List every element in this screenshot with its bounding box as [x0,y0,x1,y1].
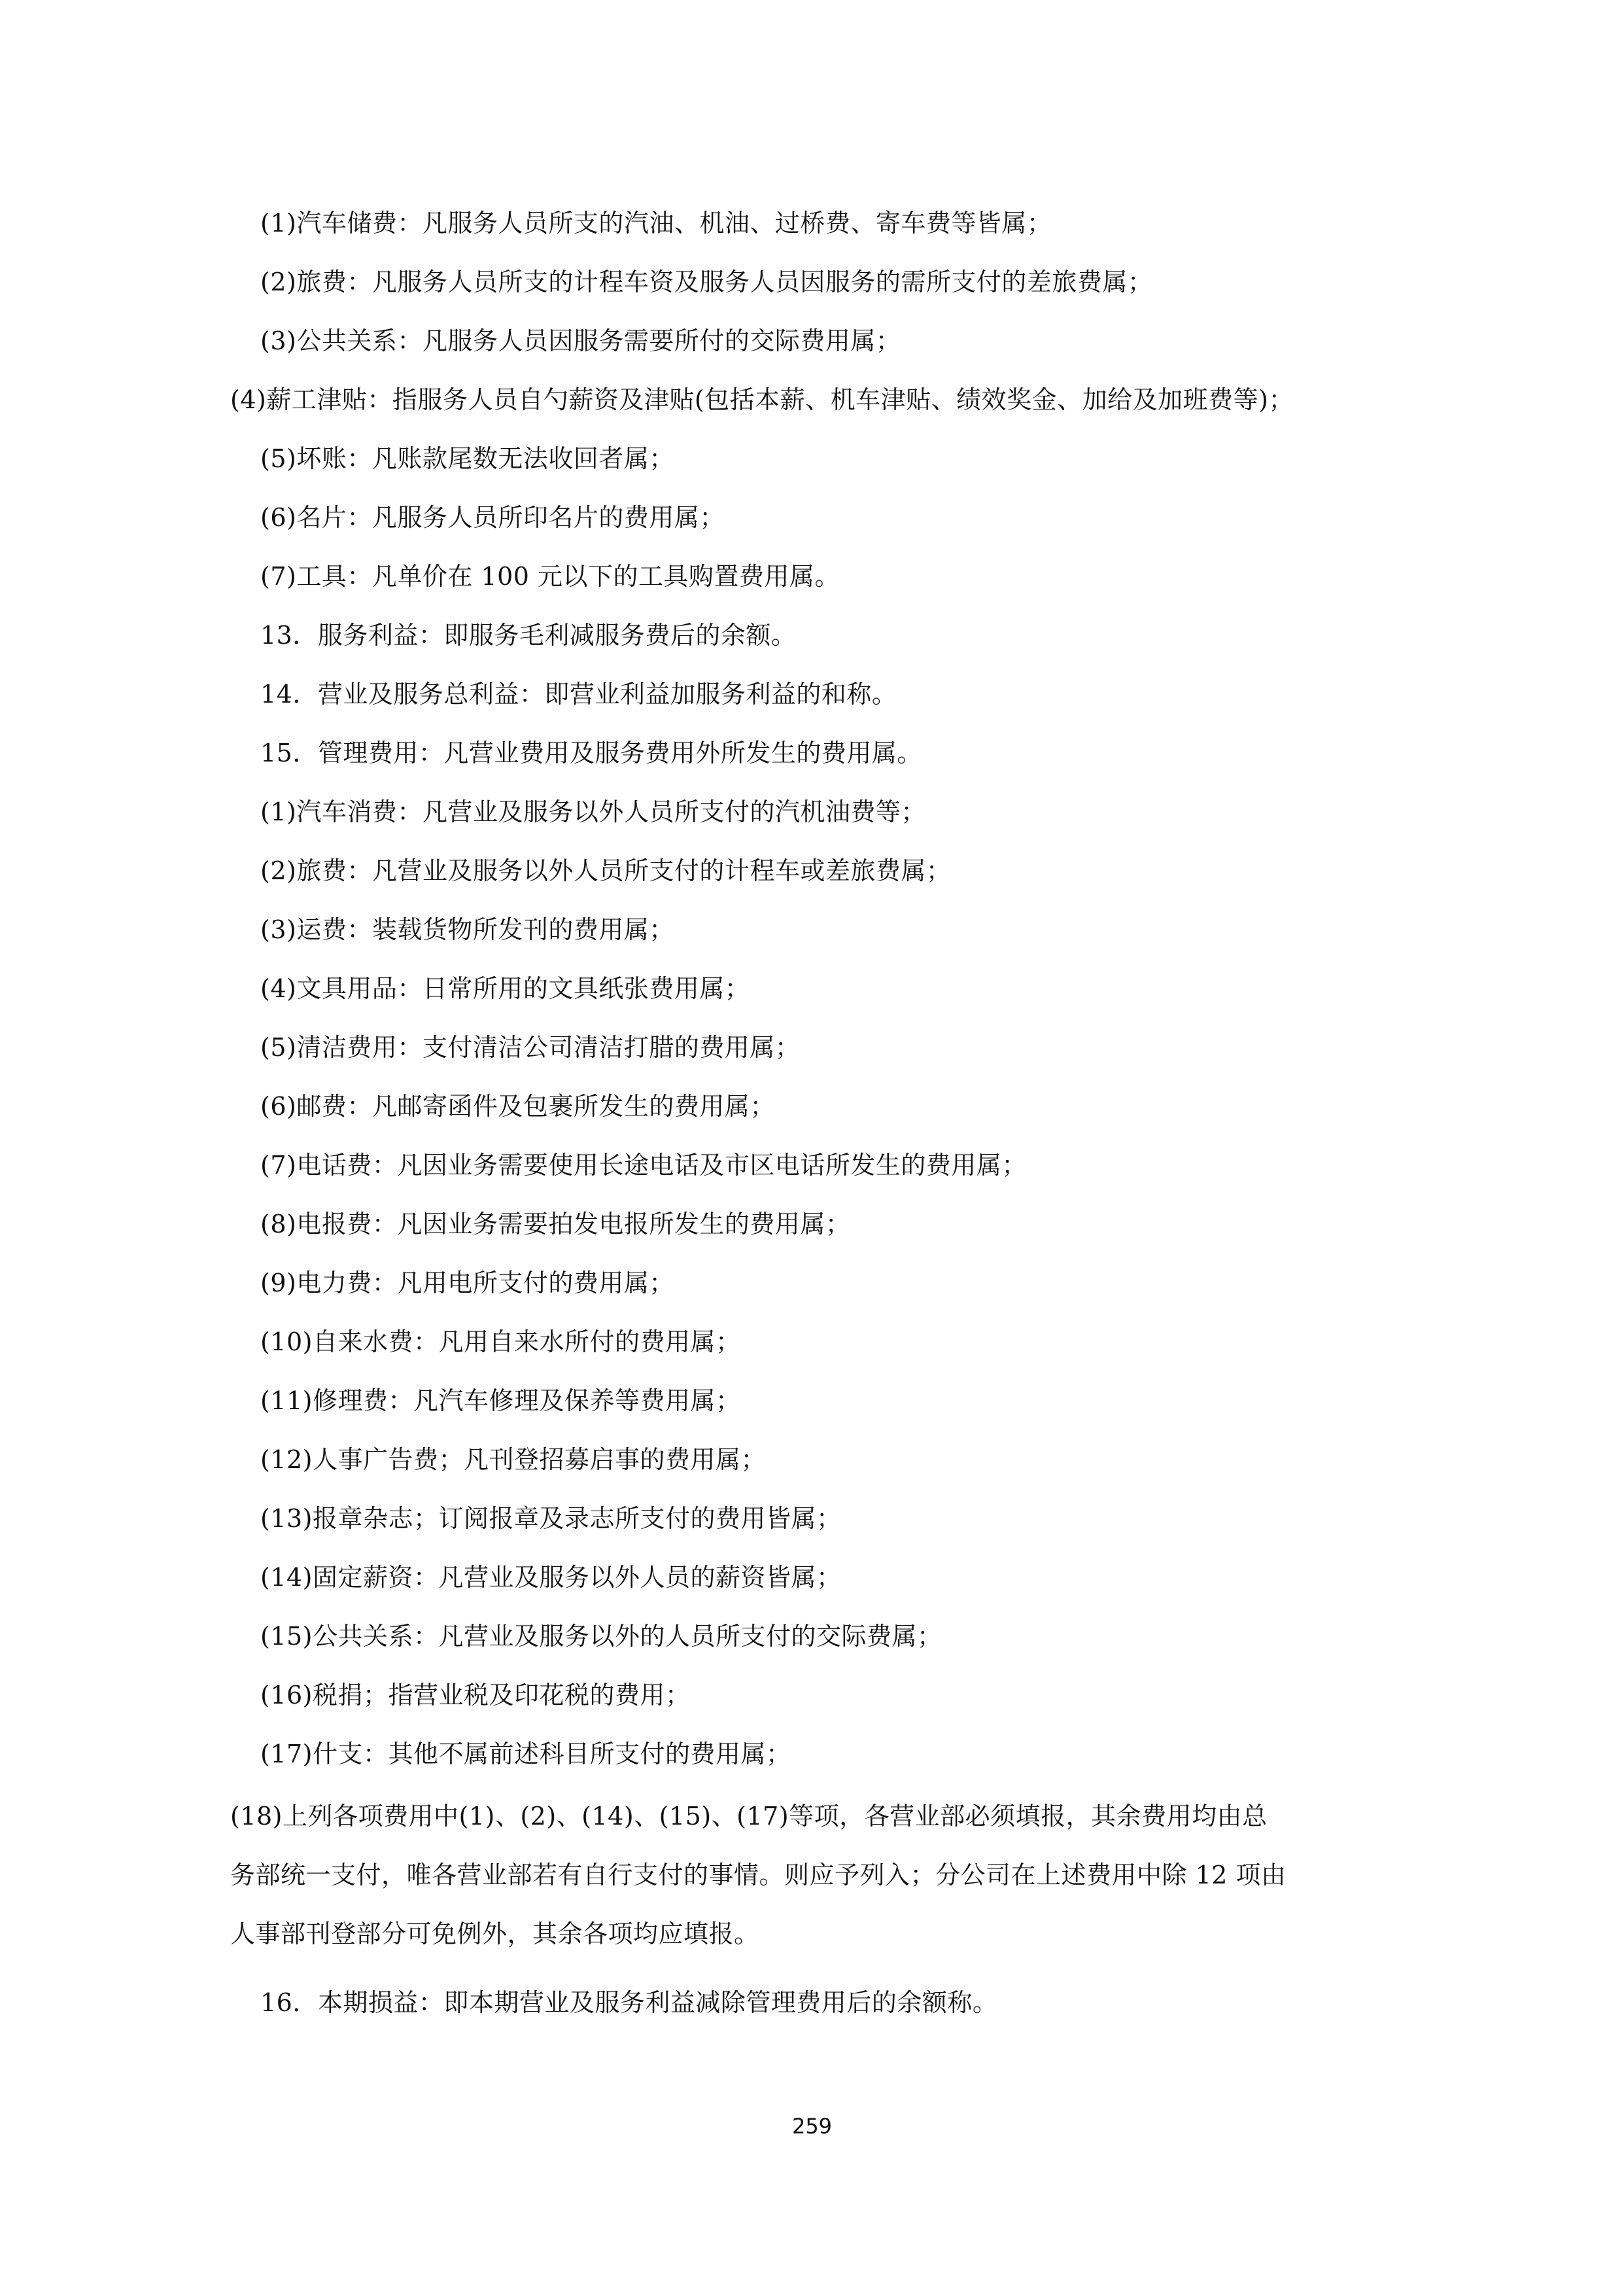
text-line: (4)文具用品：日常所用的文具纸张费用属； [260,974,750,1003]
text-line: (6)邮费：凡邮寄函件及包裹所发生的费用属； [260,1092,775,1121]
text-line: (9)电力费：凡用电所支付的费用属； [260,1269,674,1297]
paragraph-line: (18)上列各项费用中(1)、(2)、(14)、(15)、(17)等项，各营业部必须填报，其余费用均由总 [230,1802,1268,1831]
text-line: (2)旅费：凡服务人员所支的计程车资及服务人员因服务的需所支付的差旅费属； [260,268,1153,296]
text-line: 13．服务利益：即服务毛利减服务费后的余额。 [260,621,797,650]
text-line: 15．管理费用：凡营业费用及服务费用外所发生的费用属。 [260,739,922,767]
text-line: (8)电报费：凡因业务需要拍发电报所发生的费用属； [260,1210,851,1238]
paragraph-18 [230,1801,1434,1952]
text-line: (13)报章杂志；订阅报章及录志所支付的费用皆属； [260,1504,842,1533]
text-line: (11)修理费：凡汽车修理及保养等费用属； [260,1386,741,1415]
text-line: (12)人事广告费；凡刊登招募启事的费用属； [260,1445,767,1474]
text-line: (17)什支：其他不属前述科目所支付的费用属； [260,1740,791,1768]
paragraph-line: 人事部刊登部分可免例外，其余各项均应填报。 [230,1919,759,1948]
text-line: (6)名片：凡服务人员所印名片的费用属； [260,503,725,532]
text-line: (7)工具：凡单价在 100 元以下的工具购置费用属。 [260,562,840,591]
text-line: 16．本期损益：即本期营业及服务利益减除管理费用后的余额称。 [260,1988,998,2017]
text-line: (1)汽车消费：凡营业及服务以外人员所支付的汽机油费等； [260,797,926,826]
paragraph-line: 务部统一支付，唯各营业部若有自行支付的事情。则应予列入；分公司在上述费用中除 12 项由 [230,1861,1287,1889]
text-line: (5)坏账：凡账款尾数无法收回者属； [260,444,674,473]
text-line: (1)汽车储费：凡服务人员所支的汽油、机油、过桥费、寄车费等皆属； [260,209,1052,237]
text-line: (15)公共关系：凡营业及服务以外的人员所支付的交际费属； [260,1622,942,1651]
text-line: 14．营业及服务总利益：即营业利益加服务利益的和称。 [260,680,897,709]
text-line: (3)运费：装载货物所发刊的费用属； [260,915,674,944]
page-number: 259 [791,2114,833,2139]
text-line: (5)清洁费用：支付清洁公司清洁打腊的费用属； [260,1033,801,1062]
text-line: (16)税捐；指营业税及印花税的费用； [260,1681,691,1709]
text-line: (10)自来水费：凡用自来水所付的费用属； [260,1327,741,1356]
text-line: (2)旅费：凡营业及服务以外人员所支付的计程车或差旅费属； [260,856,952,885]
text-line: (4)薪工津贴：指服务人员自勺薪资及津贴(包括本薪、机车津贴、绩效奖金、加给及加班费等)； [230,385,1294,414]
text-line: (3)公共关系：凡服务人员因服务需要所付的交际费用属； [260,326,901,355]
text-line: (14)固定薪资：凡营业及服务以外人员的薪资皆属； [260,1563,842,1592]
text-line: (7)电话费：凡因业务需要使用长途电话及市区电话所发生的费用属； [260,1151,1027,1180]
